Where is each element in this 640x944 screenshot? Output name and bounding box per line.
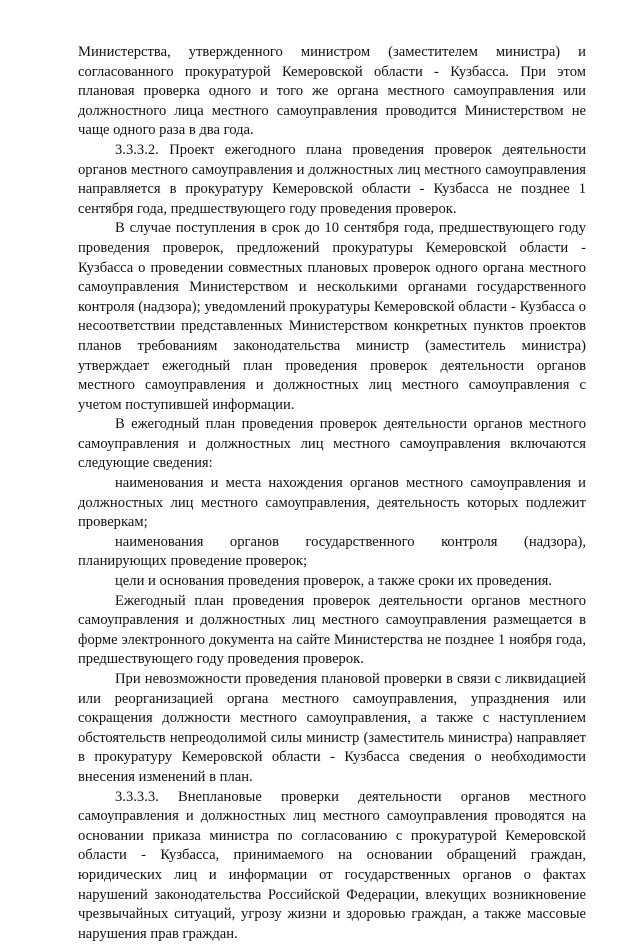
paragraph-3-3-3-3: 3.3.3.3. Внеплановые проверки деятельности органов местного самоуправления и должностных лиц местного самоуправления проводятся на основании приказа министра по согласованию с прокуратурой Кемеровской области - Кузбасса, принимаемого на основании обращений граждан, юридических лиц и информации от государственных органов о фактах нарушений законодательства Российской Федерации, влекущих возникновение чрезвычайных ситуаций, угрозу жизни и здоровью граждан, а также массовые нарушения прав граждан.: [78, 788, 586, 942]
document-page: [78, 43, 586, 944]
list-item-names-locations: наименования и места нахождения органов местного самоуправления и должностных лиц местного самоуправления, деятельность которых подлежит проверкам;: [78, 475, 586, 531]
paragraph-plan-publication: Ежегодный план проведения проверок деятельности органов местного самоуправления и должностных лиц местного самоуправления размещается в форме электронного документа на сайте Министерства не позднее 1 ноября года, предшествующего году проведения проверок.: [78, 592, 586, 668]
paragraph-plan-changes: При невозможности проведения плановой проверки в связи с ликвидацией или реорганизацией органа местного самоуправления, упразднения или сокращения должности местного самоуправления, а также с наступлением обстоятельств непреодолимой силы министр (заместитель министра) направляет в прокуратуру Кемеровской области - Кузбасса сведения о необходимости внесения изменений в план.: [78, 671, 586, 785]
paragraph-proposals: В случае поступления в срок до 10 сентября года, предшествующего году проведения проверок, предложений прокуратуры Кемеровской области - Кузбасса о проведении совместных плановых проверок одного органа местного самоуправления Министерством и несколькими органами государственного контроля (надзора); уведомлений прокуратуры Кемеровской области - Кузбасса о несоответствии представленных Министерством конкретных пунктов проектов планов требованиям законодательства министр (заместитель министра) утверждает ежегодный план проведения проверок деятельности органов местного самоуправления и должностных лиц местного самоуправления с учетом поступившей информации.: [78, 220, 586, 413]
paragraph-3-3-3-2: 3.3.3.2. Проект ежегодного плана проведения проверок деятельности органов местного самоуправления и должностных лиц местного самоуправления направляется в прокуратуру Кемеровской области - Кузбасса не позднее 1 сентября года, предшествующего году проведения проверок.: [78, 141, 586, 217]
paragraph-continuation: Министерства, утвержденного министром (заместителем министра) и согласованного прокуратурой Кемеровской области - Кузбасса. При этом плановая проверка одного и того же органа местного самоуправления или должностного лица местного самоуправления проводится Министерством не чаще одного раза в два года.: [78, 44, 586, 139]
list-item-goals: цели и основания проведения проверок, а также сроки их проведения.: [115, 573, 552, 590]
paragraph-plan-contents: В ежегодный план проведения проверок деятельности органов местного самоуправления и должностных лиц местного самоуправления включаются следующие сведения:: [78, 416, 586, 472]
list-item-control-bodies: наименования органов государственного контроля (надзора), планирующих проведение проверок;: [78, 533, 586, 570]
